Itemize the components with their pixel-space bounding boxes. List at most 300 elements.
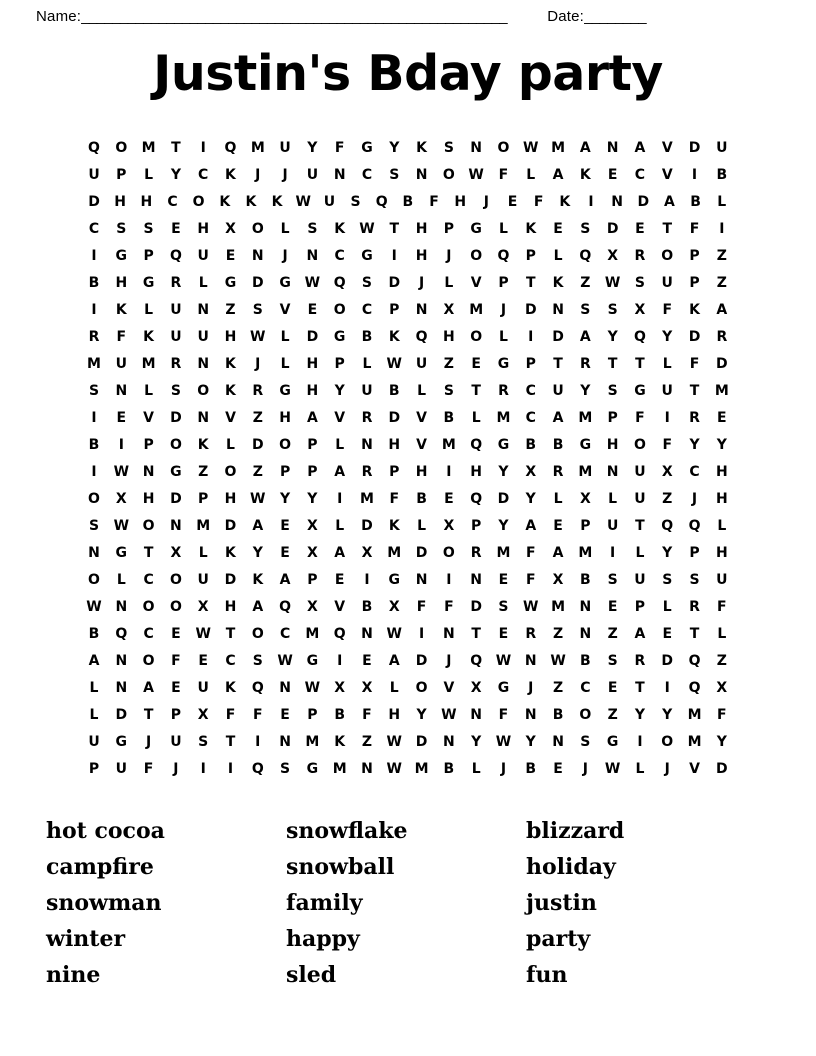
grid-letter[interactable]: M — [141, 140, 156, 157]
grid-letter[interactable]: Y — [689, 437, 700, 454]
grid-letter[interactable]: R — [170, 275, 182, 292]
grid-letter[interactable]: I — [719, 221, 725, 238]
grid-letter[interactable]: M — [360, 491, 374, 508]
grid-letter[interactable]: K — [689, 302, 700, 319]
grid-letter[interactable]: P — [525, 248, 536, 265]
grid-letter[interactable]: K — [416, 140, 427, 157]
grid-letter[interactable]: T — [389, 221, 400, 238]
grid-letter[interactable]: W — [495, 653, 512, 670]
grid-letter[interactable]: P — [198, 491, 209, 508]
grid-letter[interactable]: N — [197, 302, 210, 319]
grid-letter[interactable]: X — [470, 680, 482, 697]
grid-letter[interactable]: C — [689, 464, 700, 481]
grid-letter[interactable]: H — [279, 410, 291, 427]
grid-letter[interactable]: C — [634, 167, 646, 184]
grid-letter[interactable]: A — [334, 545, 346, 562]
grid-letter[interactable]: N — [115, 653, 128, 670]
grid-letter[interactable]: O — [470, 248, 483, 265]
grid-letter[interactable]: B — [525, 761, 537, 778]
grid-letter[interactable]: K — [225, 545, 236, 562]
grid-letter[interactable]: M — [387, 545, 402, 562]
grid-letter[interactable]: N — [115, 383, 128, 400]
grid-letter[interactable]: G — [497, 437, 510, 454]
grid-letter[interactable]: W — [523, 140, 539, 157]
grid-letter[interactable]: H — [415, 248, 428, 265]
grid-letter[interactable]: J — [691, 491, 698, 508]
grid-letter[interactable]: W — [523, 599, 539, 616]
word-list-item[interactable]: justin — [526, 889, 597, 916]
grid-letter[interactable]: N — [470, 140, 483, 157]
grid-letter[interactable]: O — [442, 545, 455, 562]
grid-letter[interactable]: D — [688, 140, 701, 157]
grid-letter[interactable]: Q — [333, 275, 346, 292]
grid-letter[interactable]: K — [143, 329, 155, 346]
grid-letter[interactable]: E — [362, 653, 372, 670]
grid-letter[interactable]: G — [306, 653, 319, 670]
grid-letter[interactable]: C — [580, 680, 591, 697]
grid-letter[interactable]: I — [446, 572, 452, 589]
grid-letter[interactable]: U — [634, 464, 646, 481]
grid-letter[interactable]: L — [417, 518, 427, 535]
word-list-item[interactable]: snowman — [46, 889, 162, 916]
grid-letter[interactable]: U — [197, 572, 209, 589]
grid-letter[interactable]: C — [525, 410, 536, 427]
grid-letter[interactable]: N — [115, 680, 128, 697]
grid-letter[interactable]: U — [170, 734, 182, 751]
grid-letter[interactable]: X — [170, 545, 182, 562]
grid-letter[interactable]: L — [553, 491, 563, 508]
grid-letter[interactable]: T — [225, 626, 236, 643]
grid-letter[interactable]: P — [607, 410, 618, 427]
grid-letter[interactable]: I — [91, 464, 97, 481]
grid-letter[interactable]: Q — [633, 329, 646, 346]
grid-letter[interactable]: T — [689, 626, 700, 643]
grid-letter[interactable]: P — [143, 248, 154, 265]
grid-letter[interactable]: Q — [661, 518, 674, 535]
grid-letter[interactable]: N — [611, 194, 623, 211]
grid-letter[interactable]: G — [170, 464, 182, 481]
word-list-item[interactable]: campfire — [46, 853, 154, 880]
grid-letter[interactable]: K — [525, 221, 537, 238]
grid-letter[interactable]: K — [252, 572, 264, 589]
grid-letter[interactable]: W — [250, 491, 266, 508]
grid-letter[interactable]: N — [415, 572, 428, 589]
word-list-item[interactable]: family — [286, 889, 363, 916]
grid-letter[interactable]: H — [388, 707, 401, 724]
grid-letter[interactable]: H — [224, 599, 237, 616]
grid-letter[interactable]: B — [416, 491, 427, 508]
grid-letter[interactable]: F — [498, 707, 509, 724]
grid-letter[interactable]: L — [280, 329, 290, 346]
grid-letter[interactable]: V — [689, 761, 700, 778]
grid-letter[interactable]: I — [255, 734, 261, 751]
grid-letter[interactable]: U — [661, 275, 673, 292]
grid-letter[interactable]: Q — [333, 626, 346, 643]
grid-letter[interactable]: P — [443, 221, 454, 238]
grid-letter[interactable]: Z — [716, 653, 727, 670]
grid-letter[interactable]: F — [416, 599, 427, 616]
grid-letter[interactable]: P — [307, 707, 318, 724]
grid-letter[interactable]: A — [634, 626, 646, 643]
grid-letter[interactable]: W — [468, 167, 484, 184]
grid-letter[interactable]: A — [716, 302, 728, 319]
grid-letter[interactable]: S — [580, 221, 591, 238]
grid-letter[interactable]: S — [634, 275, 645, 292]
word-list-item[interactable]: hot cocoa — [46, 817, 165, 844]
grid-letter[interactable]: G — [361, 248, 373, 265]
grid-letter[interactable]: Q — [279, 599, 292, 616]
grid-letter[interactable]: Q — [169, 248, 182, 265]
grid-letter[interactable]: H — [224, 329, 237, 346]
grid-letter[interactable]: F — [334, 140, 345, 157]
grid-letter[interactable]: Q — [115, 626, 128, 643]
grid-letter[interactable]: A — [579, 140, 591, 157]
grid-letter[interactable]: O — [169, 572, 182, 589]
grid-letter[interactable]: I — [691, 167, 698, 184]
grid-letter[interactable]: O — [192, 194, 205, 211]
grid-letter[interactable]: G — [115, 545, 128, 562]
grid-letter[interactable]: O — [279, 437, 292, 454]
grid-letter[interactable]: X — [552, 572, 564, 589]
grid-letter[interactable]: G — [388, 572, 401, 589]
grid-letter[interactable]: S — [88, 518, 100, 535]
grid-letter[interactable]: Y — [389, 140, 400, 157]
grid-letter[interactable]: H — [454, 194, 467, 211]
grid-letter[interactable]: U — [716, 140, 728, 157]
grid-letter[interactable]: H — [306, 356, 319, 373]
grid-letter[interactable]: Y — [662, 707, 673, 724]
grid-letter[interactable]: E — [553, 518, 563, 535]
grid-letter[interactable]: E — [662, 626, 673, 643]
grid-letter[interactable]: O — [333, 302, 346, 319]
grid-letter[interactable]: X — [197, 707, 209, 724]
grid-letter[interactable]: N — [606, 140, 619, 157]
grid-letter[interactable]: W — [304, 680, 321, 697]
grid-letter[interactable]: E — [334, 572, 345, 589]
grid-letter[interactable]: A — [634, 140, 646, 157]
grid-letter[interactable]: Q — [375, 194, 388, 211]
grid-letter[interactable]: B — [334, 707, 345, 724]
grid-letter[interactable]: U — [361, 383, 373, 400]
grid-letter[interactable]: I — [364, 572, 370, 589]
grid-letter[interactable]: S — [361, 275, 373, 292]
grid-letter[interactable]: L — [526, 167, 536, 184]
grid-letter[interactable]: L — [226, 437, 235, 454]
grid-letter[interactable]: R — [170, 356, 182, 373]
grid-letter[interactable]: K — [388, 329, 400, 346]
grid-letter[interactable]: Y — [498, 464, 509, 481]
grid-letter[interactable]: T — [171, 140, 181, 157]
grid-letter[interactable]: I — [391, 248, 397, 265]
grid-letter[interactable]: G — [333, 329, 346, 346]
grid-letter[interactable]: F — [533, 194, 544, 211]
grid-letter[interactable]: U — [115, 356, 127, 373]
grid-letter[interactable]: G — [115, 734, 128, 751]
grid-letter[interactable]: O — [579, 707, 592, 724]
grid-letter[interactable]: X — [525, 464, 537, 481]
grid-letter[interactable]: W — [359, 221, 375, 238]
grid-letter[interactable]: S — [170, 383, 181, 400]
grid-letter[interactable]: L — [635, 761, 645, 778]
grid-letter[interactable]: U — [606, 518, 619, 535]
grid-letter[interactable]: M — [305, 626, 320, 643]
grid-letter[interactable]: P — [170, 707, 182, 724]
grid-letter[interactable]: X — [225, 221, 236, 238]
grid-letter[interactable]: R — [689, 599, 700, 616]
grid-letter[interactable]: M — [87, 356, 101, 373]
grid-letter[interactable]: F — [171, 653, 181, 670]
grid-letter[interactable]: R — [634, 653, 646, 670]
grid-letter[interactable]: B — [388, 383, 400, 400]
grid-letter[interactable]: P — [689, 275, 700, 292]
grid-letter[interactable]: A — [88, 653, 100, 670]
grid-letter[interactable]: K — [219, 194, 231, 211]
grid-letter[interactable]: A — [252, 518, 264, 535]
grid-letter[interactable]: A — [552, 545, 564, 562]
grid-letter[interactable]: C — [334, 248, 345, 265]
grid-letter[interactable]: K — [559, 194, 571, 211]
grid-letter[interactable]: J — [282, 248, 288, 265]
grid-letter[interactable]: M — [250, 140, 265, 157]
grid-letter[interactable]: D — [306, 329, 319, 346]
grid-letter[interactable]: V — [416, 410, 427, 427]
grid-letter[interactable]: I — [610, 545, 616, 562]
grid-letter[interactable]: G — [279, 383, 291, 400]
grid-letter[interactable]: F — [689, 356, 700, 373]
grid-letter[interactable]: Q — [251, 680, 264, 697]
grid-letter[interactable]: N — [251, 248, 264, 265]
grid-letter[interactable]: Z — [252, 410, 263, 427]
grid-letter[interactable]: W — [113, 518, 130, 535]
grid-letter[interactable]: L — [717, 626, 727, 643]
grid-letter[interactable]: R — [361, 464, 373, 481]
grid-letter[interactable]: F — [143, 761, 154, 778]
grid-letter[interactable]: K — [579, 167, 591, 184]
word-search-grid[interactable] — [82, 135, 734, 783]
word-list-item[interactable]: nine — [46, 961, 101, 988]
grid-letter[interactable]: W — [604, 275, 621, 292]
grid-letter[interactable]: F — [662, 302, 673, 319]
grid-letter[interactable]: Y — [525, 491, 536, 508]
grid-letter[interactable]: S — [607, 383, 618, 400]
grid-letter[interactable]: J — [145, 734, 152, 751]
grid-letter[interactable]: J — [582, 761, 588, 778]
grid-letter[interactable]: W — [386, 626, 402, 643]
grid-letter[interactable]: N — [552, 734, 564, 751]
grid-letter[interactable]: D — [606, 221, 619, 238]
grid-letter[interactable]: S — [443, 140, 454, 157]
grid-letter[interactable]: B — [88, 275, 100, 292]
grid-letter[interactable]: M — [496, 545, 511, 562]
grid-letter[interactable]: R — [88, 329, 100, 346]
grid-letter[interactable]: R — [579, 356, 591, 373]
grid-letter[interactable]: C — [279, 626, 291, 643]
grid-letter[interactable]: H — [715, 464, 728, 481]
grid-letter[interactable]: P — [307, 572, 318, 589]
grid-letter[interactable]: W — [386, 356, 402, 373]
grid-letter[interactable]: A — [334, 464, 346, 481]
grid-letter[interactable]: D — [415, 734, 428, 751]
grid-letter[interactable]: J — [255, 167, 261, 184]
grid-letter[interactable]: U — [634, 491, 646, 508]
grid-letter[interactable]: E — [553, 761, 563, 778]
grid-letter[interactable]: W — [495, 734, 512, 751]
grid-letter[interactable]: Z — [607, 707, 618, 724]
grid-letter[interactable]: N — [443, 626, 455, 643]
grid-letter[interactable]: S — [143, 221, 154, 238]
grid-letter[interactable]: Q — [688, 653, 701, 670]
grid-letter[interactable]: G — [579, 437, 592, 454]
grid-letter[interactable]: K — [197, 437, 209, 454]
grid-letter[interactable]: Q — [415, 329, 428, 346]
grid-letter[interactable]: H — [197, 221, 210, 238]
grid-letter[interactable]: E — [498, 572, 509, 589]
grid-letter[interactable]: J — [446, 653, 452, 670]
grid-letter[interactable]: X — [334, 680, 346, 697]
grid-letter[interactable]: Y — [580, 383, 591, 400]
grid-letter[interactable]: G — [606, 734, 619, 751]
grid-letter[interactable]: X — [306, 599, 318, 616]
grid-letter[interactable]: Z — [716, 275, 727, 292]
grid-letter[interactable]: Q — [470, 491, 483, 508]
grid-letter[interactable]: E — [507, 194, 518, 211]
grid-letter[interactable]: Z — [443, 356, 454, 373]
grid-letter[interactable]: P — [580, 518, 591, 535]
grid-letter[interactable]: M — [687, 707, 702, 724]
grid-letter[interactable]: F — [525, 545, 536, 562]
grid-letter[interactable]: S — [307, 221, 318, 238]
grid-letter[interactable]: B — [361, 329, 373, 346]
grid-letter[interactable]: I — [446, 464, 452, 481]
grid-letter[interactable]: A — [552, 410, 564, 427]
grid-letter[interactable]: N — [361, 626, 373, 643]
grid-letter[interactable]: I — [91, 302, 97, 319]
grid-letter[interactable]: H — [140, 194, 153, 211]
grid-letter[interactable]: W — [386, 761, 402, 778]
grid-letter[interactable]: N — [524, 707, 537, 724]
grid-letter[interactable]: N — [579, 626, 592, 643]
grid-letter[interactable]: L — [717, 194, 727, 211]
grid-letter[interactable]: B — [690, 194, 701, 211]
grid-letter[interactable]: D — [524, 302, 537, 319]
grid-letter[interactable]: C — [143, 572, 154, 589]
grid-letter[interactable]: O — [251, 626, 264, 643]
grid-letter[interactable]: F — [717, 599, 727, 616]
grid-letter[interactable]: Y — [498, 518, 509, 535]
grid-letter[interactable]: W — [386, 734, 402, 751]
grid-letter[interactable]: L — [198, 275, 208, 292]
grid-letter[interactable]: Q — [88, 140, 100, 157]
grid-letter[interactable]: U — [552, 383, 564, 400]
grid-letter[interactable]: L — [608, 491, 618, 508]
grid-letter[interactable]: Q — [470, 653, 483, 670]
grid-letter[interactable]: N — [552, 302, 564, 319]
grid-letter[interactable]: E — [498, 626, 509, 643]
grid-letter[interactable]: F — [635, 410, 645, 427]
grid-letter[interactable]: K — [225, 680, 236, 697]
grid-letter[interactable]: J — [500, 302, 507, 319]
grid-letter[interactable]: D — [716, 761, 728, 778]
grid-letter[interactable]: Z — [361, 734, 373, 751]
grid-letter[interactable]: A — [306, 410, 318, 427]
grid-letter[interactable]: D — [415, 545, 428, 562]
grid-letter[interactable]: O — [661, 734, 674, 751]
grid-letter[interactable]: N — [88, 545, 100, 562]
grid-letter[interactable]: H — [115, 275, 128, 292]
grid-letter[interactable]: Y — [307, 491, 318, 508]
grid-letter[interactable]: Q — [497, 248, 510, 265]
grid-letter[interactable]: T — [635, 680, 645, 697]
grid-letter[interactable]: W — [550, 653, 566, 670]
grid-letter[interactable]: I — [200, 140, 206, 157]
grid-letter[interactable]: Y — [280, 491, 291, 508]
grid-letter[interactable]: E — [171, 680, 181, 697]
grid-letter[interactable]: T — [525, 275, 536, 292]
grid-letter[interactable]: W — [250, 329, 266, 346]
grid-letter[interactable]: D — [224, 518, 237, 535]
grid-letter[interactable]: R — [525, 626, 537, 643]
grid-letter[interactable]: D — [688, 329, 701, 346]
grid-letter[interactable]: V — [143, 410, 155, 427]
grid-letter[interactable]: F — [498, 167, 509, 184]
grid-letter[interactable]: S — [607, 572, 618, 589]
grid-letter[interactable]: W — [441, 707, 457, 724]
grid-letter[interactable]: E — [607, 167, 618, 184]
grid-letter[interactable]: P — [143, 437, 154, 454]
grid-letter[interactable]: U — [197, 329, 209, 346]
grid-letter[interactable]: P — [471, 518, 482, 535]
grid-letter[interactable]: S — [88, 383, 100, 400]
grid-letter[interactable]: R — [361, 410, 373, 427]
grid-letter[interactable]: Q — [579, 248, 592, 265]
grid-letter[interactable]: O — [633, 437, 646, 454]
grid-letter[interactable]: D — [661, 653, 674, 670]
grid-letter[interactable]: N — [470, 572, 483, 589]
word-list-item[interactable]: blizzard — [526, 817, 625, 844]
grid-letter[interactable]: X — [361, 545, 373, 562]
grid-letter[interactable]: H — [606, 437, 619, 454]
grid-letter[interactable]: I — [528, 329, 534, 346]
grid-letter[interactable]: V — [334, 410, 346, 427]
grid-letter[interactable]: L — [498, 329, 508, 346]
grid-letter[interactable]: B — [443, 761, 455, 778]
grid-letter[interactable]: E — [553, 221, 563, 238]
grid-letter[interactable]: T — [662, 221, 673, 238]
grid-letter[interactable]: L — [662, 599, 672, 616]
grid-letter[interactable]: P — [116, 167, 127, 184]
grid-letter[interactable]: X — [443, 302, 455, 319]
grid-letter[interactable]: L — [553, 248, 563, 265]
grid-letter[interactable]: C — [361, 302, 373, 319]
grid-letter[interactable]: O — [88, 572, 100, 589]
grid-letter[interactable]: I — [91, 248, 97, 265]
grid-letter[interactable]: P — [525, 356, 536, 373]
grid-letter[interactable]: I — [91, 410, 97, 427]
grid-letter[interactable]: D — [415, 653, 428, 670]
grid-letter[interactable]: V — [470, 275, 482, 292]
grid-letter[interactable]: K — [115, 302, 127, 319]
grid-letter[interactable]: T — [471, 383, 481, 400]
grid-letter[interactable]: J — [483, 194, 489, 211]
grid-letter[interactable]: L — [417, 383, 427, 400]
grid-letter[interactable]: I — [200, 761, 206, 778]
grid-letter[interactable]: F — [389, 491, 400, 508]
grid-letter[interactable]: L — [635, 545, 645, 562]
grid-letter[interactable]: S — [443, 383, 454, 400]
grid-letter[interactable]: U — [170, 329, 182, 346]
grid-letter[interactable]: E — [307, 302, 318, 319]
word-list-item[interactable]: sled — [286, 961, 337, 988]
